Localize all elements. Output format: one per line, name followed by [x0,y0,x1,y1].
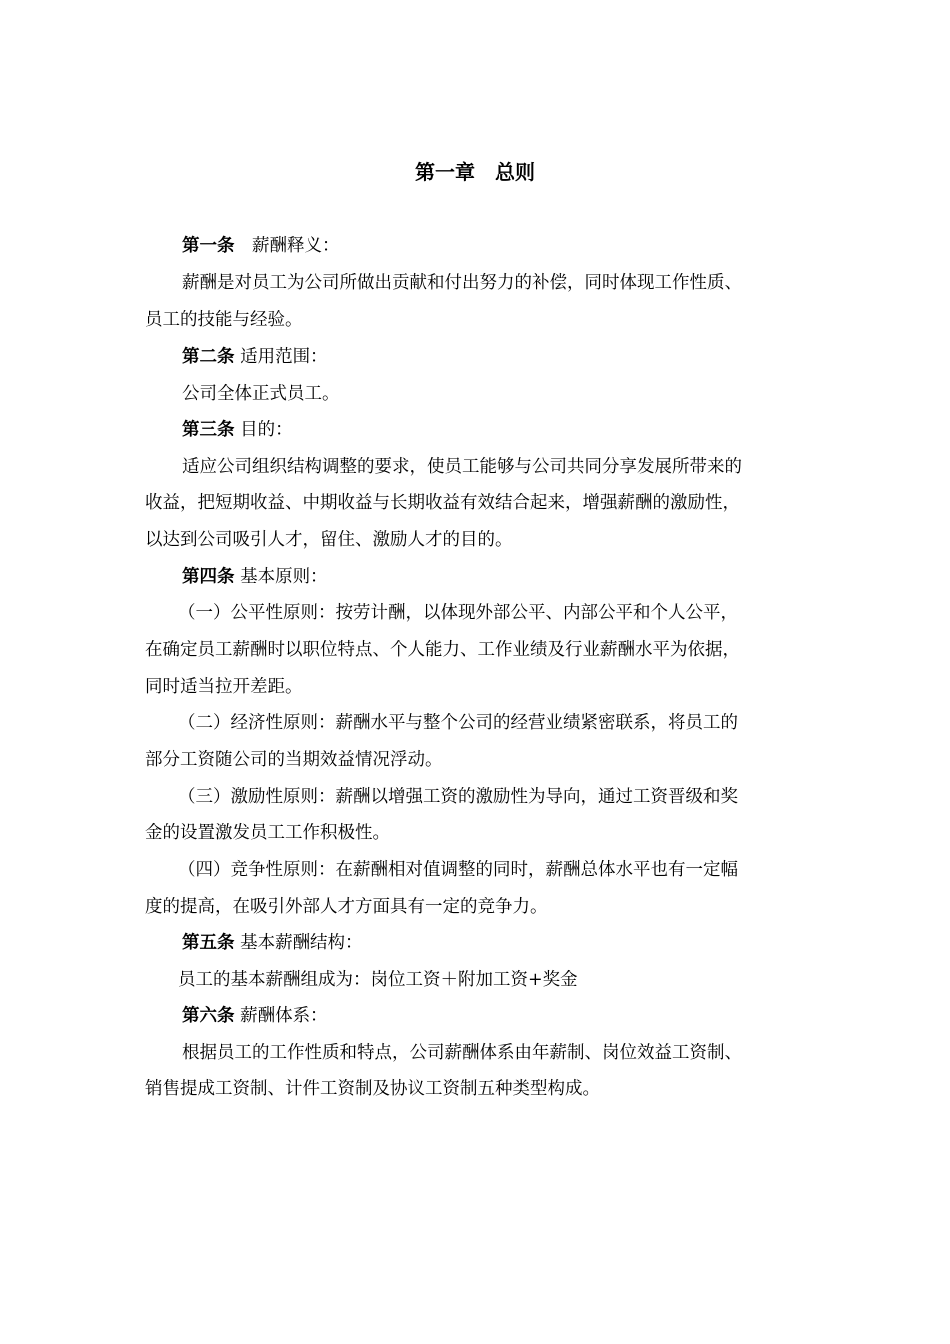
article-4-heading-line [182,559,862,595]
article-heading: 基本原则： [234,567,328,587]
paragraph-line: 公司全体正式员工。 [182,384,340,404]
paragraph-line: 员工的基本薪酬组成为：岗位工资＋附加工资+奖金 [178,970,578,990]
article-label: 第六条 [182,1006,235,1026]
principle-line: （四）竞争性原则：在薪酬相对值调整的同时，薪酬总体水平也有一定幅 [178,860,738,880]
article-heading: 薪酬释义： [234,236,340,256]
principle-line: 度的提高，在吸引外部人才方面具有一定的竞争力。 [145,897,548,917]
principle-line: （一）公平性原则：按劳计酬，以体现外部公平、内部公平和个人公平， [178,603,738,623]
principle-line: （三）激励性原则：薪酬以增强工资的激励性为导向，通过工资晋级和奖 [178,787,738,807]
paragraph-line: 员工的技能与经验。 [145,310,303,330]
paragraph-line: 适应公司组织结构调整的要求，使员工能够与公司共同分享发展所带来的 [182,457,742,477]
article-2-heading-line [182,339,862,375]
article-label: 第二条 [182,347,235,367]
article-3-heading-line [182,412,862,448]
principle-line: 部分工资随公司的当期效益情况浮动。 [145,750,443,770]
principle-line: （二）经济性原则：薪酬水平与整个公司的经营业绩紧密联系，将员工的 [178,713,738,733]
article-heading: 薪酬体系： [234,1006,328,1026]
article-6-heading-line [182,998,862,1034]
article-1-heading-line [182,228,862,264]
paragraph-line: 收益，把短期收益、中期收益与长期收益有效结合起来，增强薪酬的激励性， [145,493,740,513]
paragraph-line: 薪酬是对员工为公司所做出贡献和付出努力的补偿，同时体现工作性质、 [182,273,742,293]
principle-line: 在确定员工薪酬时以职位特点、个人能力、工作业绩及行业薪酬水平为依据， [145,640,740,660]
paragraph-line: 根据员工的工作性质和特点，公司薪酬体系由年薪制、岗位效益工资制、 [182,1043,742,1063]
article-heading: 基本薪酬结构： [234,933,363,953]
paragraph-line: 以达到公司吸引人才，留住、激励人才的目的。 [145,530,513,550]
principle-line: 金的设置激发员工工作积极性。 [145,823,390,843]
chapter-title: 第一章 总则 [415,160,535,184]
principle-line: 同时适当拉开差距。 [145,677,303,697]
article-heading: 目的： [234,420,293,440]
article-5-heading-line [182,925,862,961]
article-label: 第五条 [182,933,235,953]
article-heading: 适用范围： [234,347,328,367]
article-label: 第四条 [182,567,235,587]
article-label: 第一条 [182,236,235,256]
article-label: 第三条 [182,420,235,440]
paragraph-line: 销售提成工资制、计件工资制及协议工资制五种类型构成。 [145,1079,600,1099]
